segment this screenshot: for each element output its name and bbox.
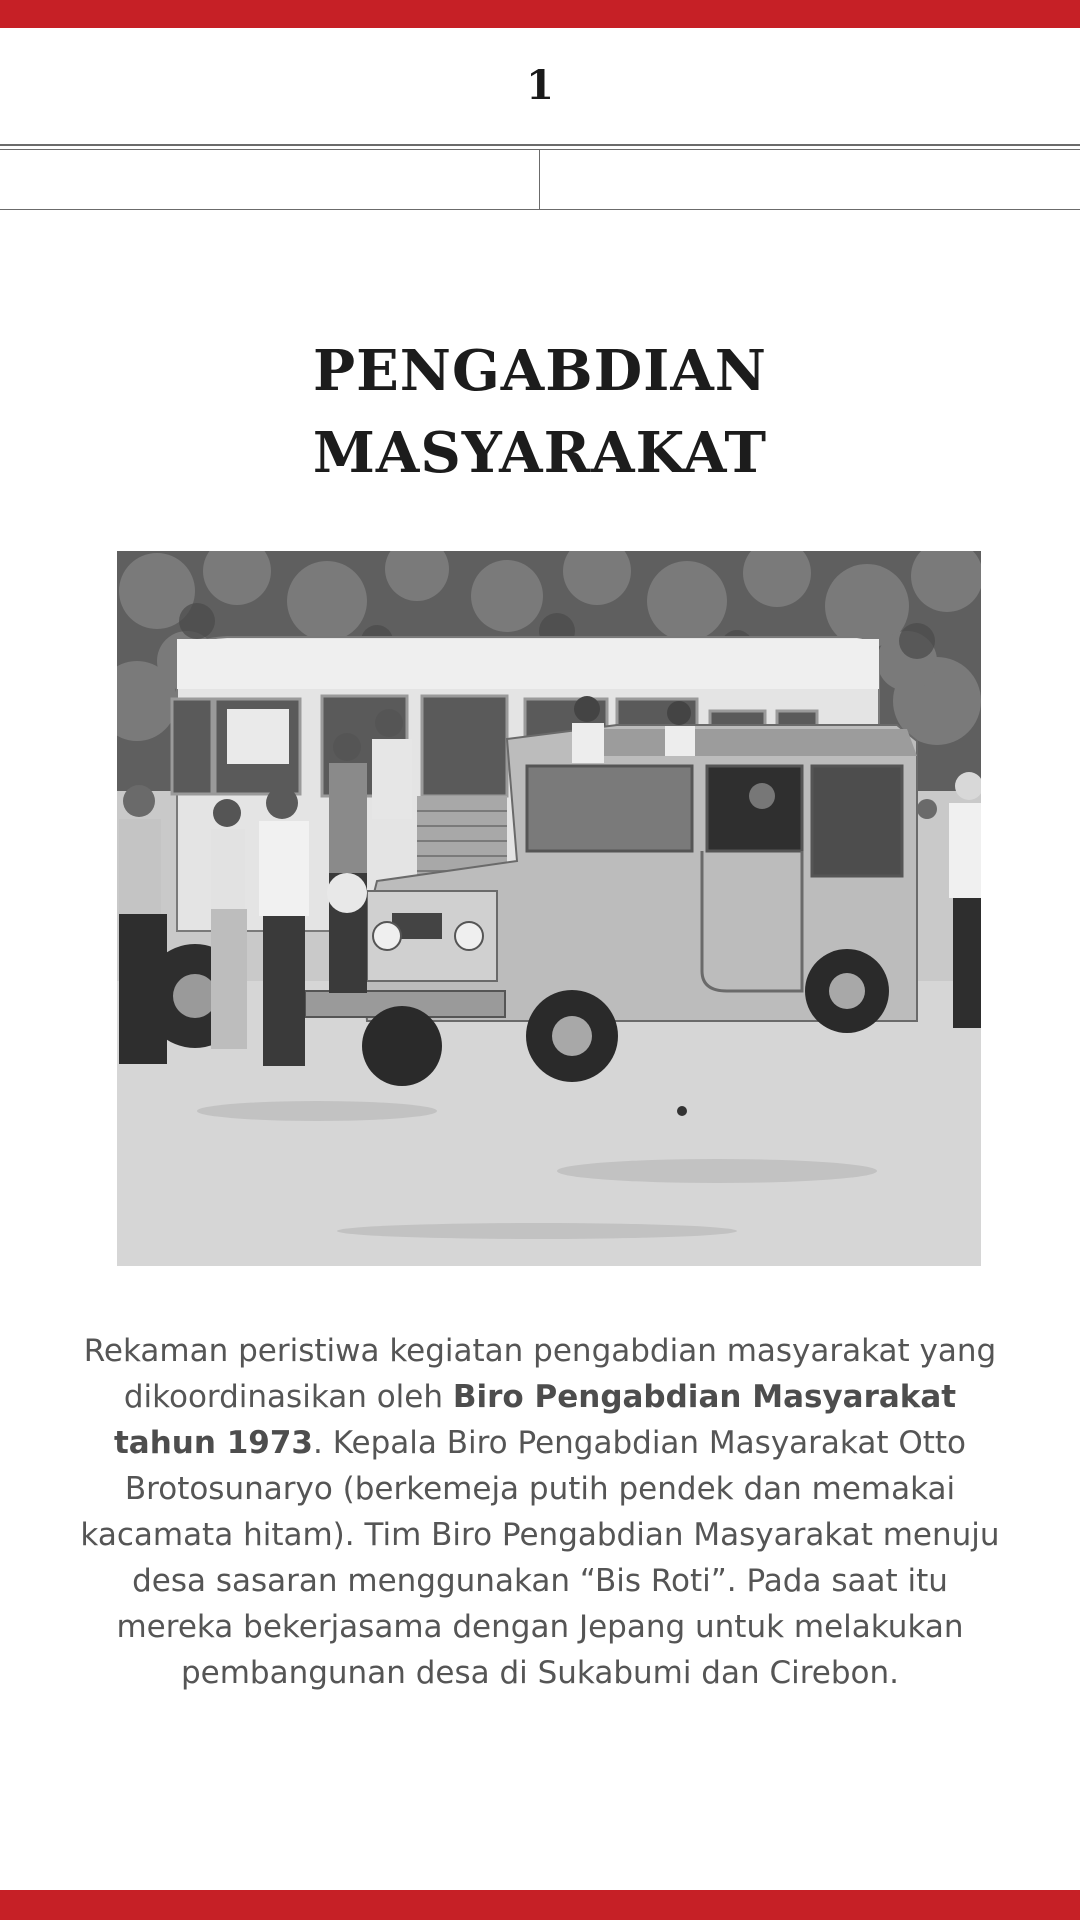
- caption-text-end: . Kepala Biro Pengabdian Masyarakat Otto Brotosunaryo (berkemeja putih pendek dan memakai kacamata hitam). Tim Biro Pengabdian Masyarakat menuju desa sasaran menggunakan “Bis Roti”. Pada saat itu mereka bekerjasama dengan Jepang untuk melakukan pembangunan desa di Sukabumi dan Cirebon.: [80, 1425, 1000, 1691]
- bottom-accent-bar: [0, 1890, 1080, 1920]
- title-line-2: MASYARAKAT: [312, 420, 768, 486]
- historical-photo: [117, 551, 981, 1266]
- header-rule-top-second: [0, 149, 1080, 150]
- caption-text-start: Rekaman peristiwa kegiatan pengabdian masyarakat yang dikoordinasikan oleh: [83, 1333, 997, 1415]
- page-title: [0, 330, 1080, 494]
- photo-caption: [80, 1328, 1000, 1696]
- header-rule-divider: [539, 150, 540, 210]
- header-rule-top: [0, 144, 1080, 146]
- top-accent-bar: [0, 0, 1080, 28]
- caption-bold-text: Biro Pengabdian Masyarakat tahun 1973: [113, 1379, 957, 1461]
- header-rule-bottom: [0, 209, 1080, 210]
- title-line-1: PENGABDIAN: [313, 338, 767, 404]
- page-number: 1: [526, 62, 554, 109]
